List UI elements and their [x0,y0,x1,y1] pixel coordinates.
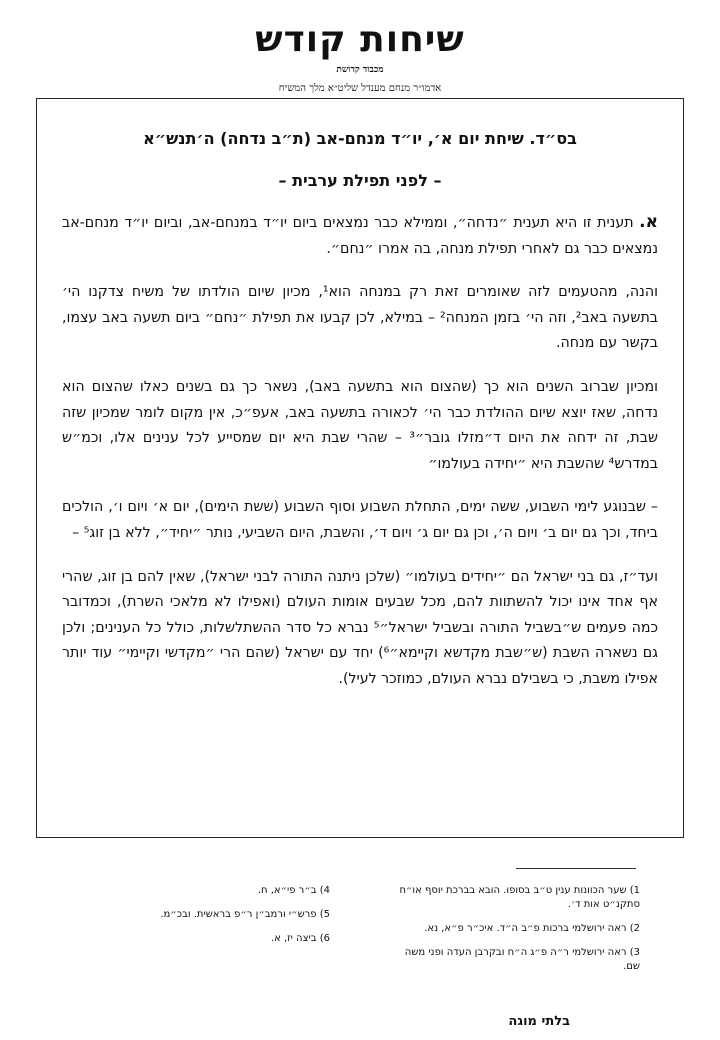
paragraph-2: והנה, מהטעמים לזה שאומרים זאת רק במנחה הוא¹, מכיון שיום הולדתו של משיח צדקנו הי׳ בתשעה באב², וזה הי׳ בזמן המנחה² – במילא, לכן קבעו את תפילת ״נחם״ ביום תשעה באב עצמו, בקשר עם מנחה. [62,284,658,352]
article-title: בס״ד. שיחת יום א׳, יו״ד מנחם-אב (ת״ב נדחה) ה׳תנש״א [143,129,577,148]
paragraph-1 [62,210,658,262]
footnote-2: 2) ראה ירושלמי ברכות פ״ב ה״ד. איכ״ר פ״א, נא. [424,923,640,934]
footnote-1: 1) שער הכוונות ענין ט״ב בסופו. הובא בברכת יוסף או״ח סתקנ״ט אות ד׳. [399,885,640,910]
paragraph-5: ועד״ז, גם בני ישראל הם ״יחידים בעולמו״ (שלכן ניתנה התורה לבני ישראל), שאין להם בן זוג, שהרי אף אחד אינו יכול להשתוות להם, מכל שבעים אומות העולם (ואפילו לא מלאכי השרת), וכמדובר כמה פעמים ש״בשביל התורה ובשביל ישראל״⁵ נברא כל סדר ההשתלשלות, כולל כל הענינים; ולכן גם נשארה השבת (ש״שבת מקדשא וקיימא״⁶) יחד עם ישראל (שהם הרי ״מקדשי וקיימי״ עוד יותר אפילו משבת, כי בשבילם נברא העולם, כמוזכר לעיל). [62,568,659,687]
footnotes-right-column [390,884,640,984]
paragraph-3: ומכיון שברוב השנים הוא כך (שהצום הוא בתשעה באב), נשאר כך גם בשנים כאלו שהצום הוא נדחה, שאז יוצא שיום ההולדת כבר הי׳ לכאורה בתשעה באב, אעפ״כ, אין מקום לומר שמכיון שזה שבת, זה ידחה את היום ד״מזלו גובר״³ – שהרי שבת היא יום שמסייע לכל ענינים אלו, וכמ״ש במדרש⁴ שהשבת היא ״יחידה בעולמו״ [62,378,658,472]
footnote-4: 4) ב״ר פי״א, ח. [257,885,330,896]
publication-logo: שיחות קודש [255,19,465,60]
footnote-3: 3) ראה ירושלמי ר״ה פ״ג ה״ח ובקרבן העדה ופני משה שם. [404,947,640,972]
footnotes-left-column [120,884,330,984]
unedited-notice: בלתי מוגה [508,1014,570,1029]
footnote-separator [516,868,636,869]
paragraph-4: – שבנוגע לימי השבוע, ששה ימים, התחלת השבוע וסוף השבוע (ששת הימים), יום א׳ ויום ו׳, הולכים ביחד, וכך גם יום ב׳ ויום ה׳, וכן גם יום ג׳ ויום ד׳, והשבת, היום השביעי, נותר ״יחיד״, ללא בן זוג⁵ – [62,499,658,541]
footnote-5: 5) פרש״י ורמב״ן ר״פ בראשית. ובכ״מ. [160,909,330,920]
article-body [62,128,658,693]
footnotes [120,884,640,984]
footnote-6: 6) ביצה יז, א. [270,933,330,944]
section-marker: א. [639,212,658,232]
article-subtitle: – לפני תפילת ערבית – [278,171,442,190]
paragraph-1-text: תענית זו היא תענית ״נדחה״, וממילא כבר נמצאים ביום יו״ד במנחם-אב, וביום יו״ד מנחם-אב נמצאים כבר גם לאחרי תפילת מנחה, בה אמרו ״נחם״. [62,215,658,257]
masthead-subtitle: מכבוד קדושת [336,65,384,75]
masthead-author: אדמו״ר מנחם מענדל שליט״א מלך המשיח [278,83,442,94]
masthead [0,18,720,94]
